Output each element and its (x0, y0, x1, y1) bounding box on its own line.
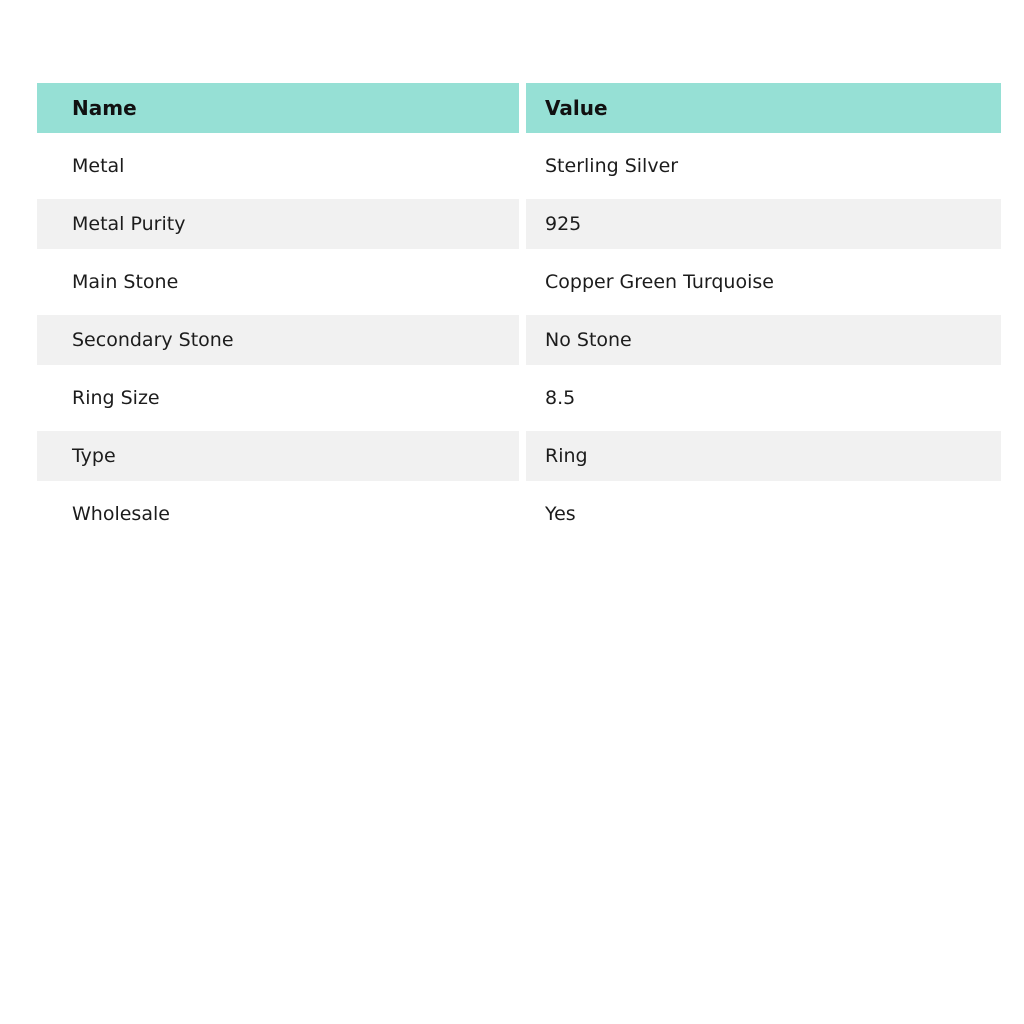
row-value-cell: Copper Green Turquoise (526, 257, 1001, 307)
table-row (37, 373, 1001, 423)
column-header-name (37, 83, 519, 133)
table-row (37, 199, 1001, 249)
row-name-cell: Type (37, 431, 519, 481)
table-row (37, 315, 1001, 365)
column-header-name-label: Name (72, 96, 137, 120)
row-value-cell: 8.5 (526, 373, 1001, 423)
table-header-row (37, 83, 1001, 133)
row-value-cell: Sterling Silver (526, 141, 1001, 191)
row-value-cell: Yes (526, 489, 1001, 539)
column-header-value (526, 83, 1001, 133)
row-value-cell: No Stone (526, 315, 1001, 365)
row-value-cell: 925 (526, 199, 1001, 249)
column-header-value-label: Value (545, 96, 608, 120)
table-row (37, 431, 1001, 481)
row-value-cell: Ring (526, 431, 1001, 481)
table-row (37, 489, 1001, 539)
row-name-cell: Secondary Stone (37, 315, 519, 365)
table-row (37, 257, 1001, 307)
row-name-cell: Ring Size (37, 373, 519, 423)
row-name-cell: Main Stone (37, 257, 519, 307)
row-name-cell: Metal (37, 141, 519, 191)
table-row (37, 141, 1001, 191)
row-name-cell: Metal Purity (37, 199, 519, 249)
product-spec-table (37, 83, 1001, 547)
row-name-cell: Wholesale (37, 489, 519, 539)
